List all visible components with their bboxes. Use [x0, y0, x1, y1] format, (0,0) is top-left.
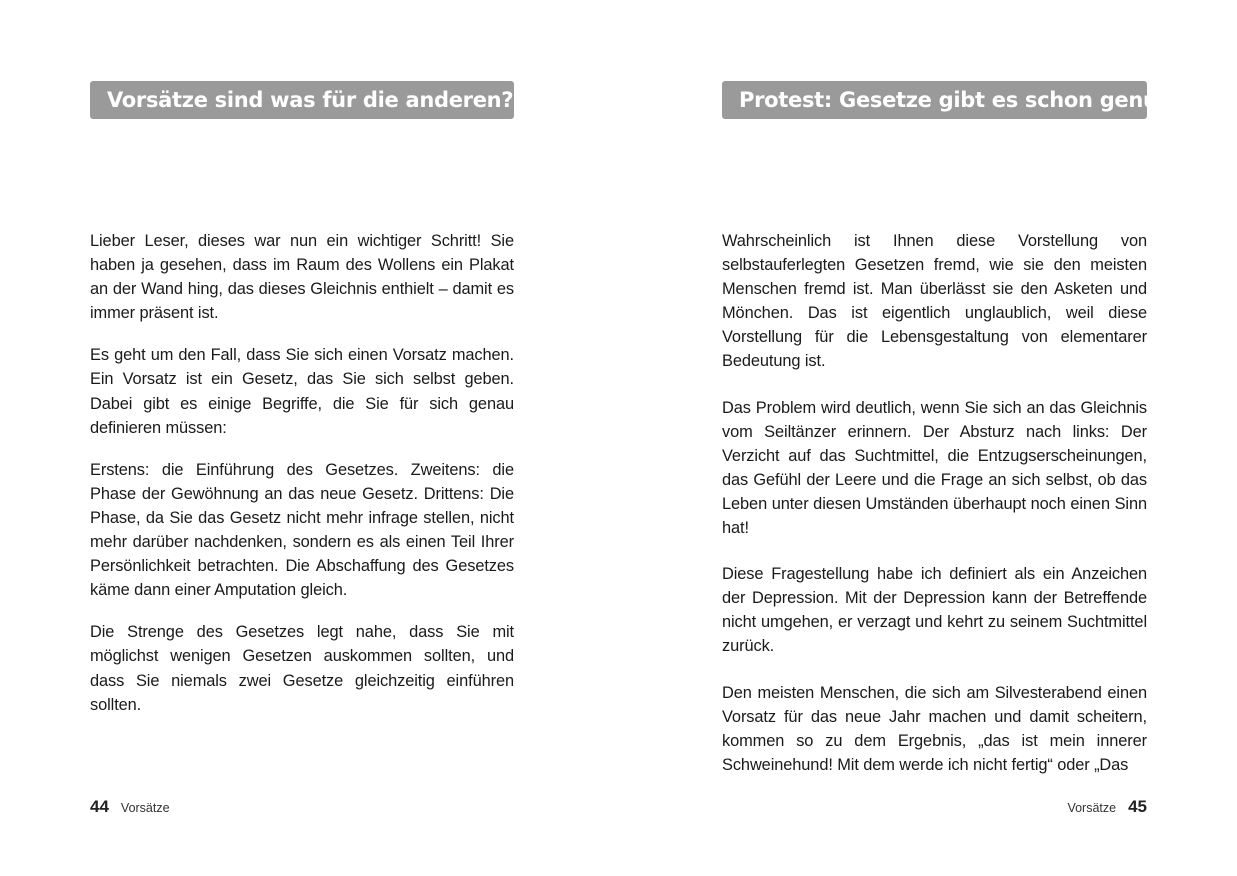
paragraph: Es geht um den Fall, dass Sie sich einen Vorsatz machen. Ein Vorsatz ist ein Gesetz, das Sie sich selbst geben. Dabei gibt es einige Begriffe, die Sie für sich genau definieren müssen:: [90, 346, 514, 437]
paragraph: Erstens: die Einführung des Gesetzes. Zweitens: die Phase der Gewöhnung an das neue Gesetz. Drittens: Die Phase, da Sie das Gesetz nicht mehr infrage stellen, nicht mehr darüber nachdenken, sondern es als einen Teil Ihrer Persönlichkeit betrachten. Die Abschaffung des Gesetzes käme dann einer Amputation gleich.: [90, 460, 514, 600]
left-chapter-heading: Vorsätze sind was für die anderen?: [107, 88, 514, 112]
left-page-footer: [90, 797, 170, 817]
paragraph: Diese Fragestellung habe ich definiert als ein Anzeichen der Depression. Mit der Depression kann der Betreffende nicht umgehen, er verzagt und kehrt zu seinem Suchtmittel zurück.: [722, 565, 1147, 656]
paragraph: Wahrscheinlich ist Ihnen diese Vorstellung von selbstauferlegten Gesetzen fremd, wie sie den meisten Menschen fremd ist. Man überlässt sie den Asketen und Mönchen. Das ist eigentlich unglaublich, weil diese Vorstellung für die Lebensgestaltung von elementarer Bedeutung ist.: [722, 232, 1147, 371]
page-number: 44: [90, 797, 109, 816]
paragraph: Den meisten Menschen, die sich am Silvesterabend einen Vorsatz für das neue Jahr machen und damit scheitern, kommen so zu dem Ergebnis, „das ist mein innerer Schweinehund! Mit dem werde ich nicht fertig“ oder „Das: [722, 683, 1147, 774]
left-page: [90, 0, 514, 876]
page-number: 45: [1128, 797, 1147, 816]
right-chapter-heading-bar: [722, 81, 1182, 119]
running-head: Vorsätze: [1067, 801, 1117, 815]
paragraph: Lieber Leser, dieses war nun ein wichtiger Schritt! Sie haben ja gesehen, dass im Raum des Wollens ein Plakat an der Wand hing, das dieses Gleichnis enthielt – damit es immer präsent ist.: [90, 232, 514, 323]
right-page-footer: [1067, 797, 1147, 817]
left-chapter-heading-bar: [90, 81, 514, 119]
paragraph: Die Strenge des Gesetzes legt nahe, dass Sie mit möglichst wenigen Gesetzen auskommen sollten, und dass Sie niemals zwei Gesetze gleichzeitig einführen sollten.: [90, 623, 514, 714]
right-chapter-heading: Protest: Gesetze gibt es schon genug!: [739, 88, 1182, 112]
paragraph: Das Problem wird deutlich, wenn Sie sich an das Gleichnis vom Seiltänzer erinnern. Der Absturz nach links: Der Verzicht auf das Suchtmittel, die Entzugserscheinungen, das Gefühl der Leere und die Frage an sich selbst, ob das Leben unter diesen Umständen überhaupt noch einen Sinn hat!: [722, 398, 1147, 538]
running-head: Vorsätze: [120, 801, 170, 815]
right-body-text: [722, 229, 1147, 799]
left-body-text: [90, 229, 514, 735]
right-page: [722, 0, 1182, 876]
